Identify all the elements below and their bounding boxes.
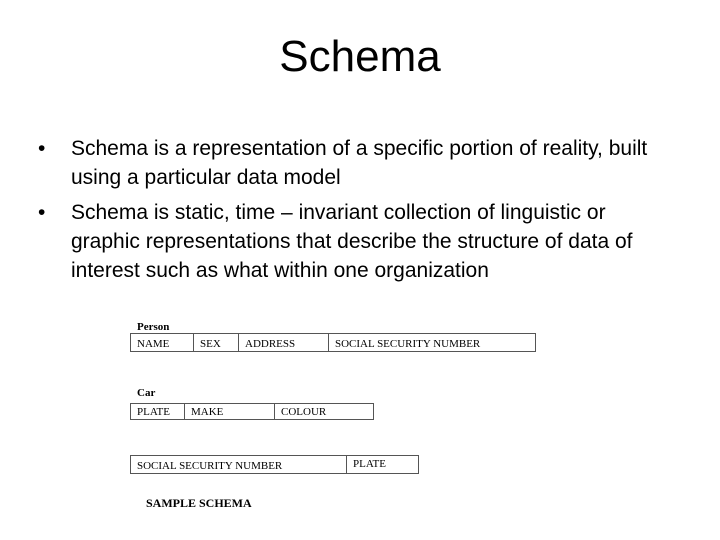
bullet-item [38, 198, 678, 285]
bullet-icon: • [38, 137, 46, 160]
car-field: COLOUR [281, 406, 327, 418]
slide-title: Schema [279, 32, 441, 81]
diagram-caption: SAMPLE SCHEMA [146, 496, 252, 510]
bullet-list [38, 134, 678, 291]
car-table-label: Car [137, 387, 156, 399]
bullet-item [38, 134, 678, 192]
owner-link-table [130, 455, 419, 474]
person-field: ADDRESS [239, 334, 329, 351]
link-field: SOCIAL SECURITY NUMBER [131, 456, 347, 473]
person-field: NAME [131, 334, 194, 351]
car-table [130, 403, 374, 420]
person-field: SOCIAL SECURITY NUMBER [335, 338, 481, 350]
link-field: PLATE [353, 458, 386, 470]
bullet-text: Schema is static, time – invariant collection of linguistic or graphic representations that describe the structure of data of interest such as what within one organization [71, 201, 633, 282]
person-field: SEX [194, 334, 239, 351]
bullet-icon: • [38, 201, 46, 224]
car-field: PLATE [131, 404, 185, 419]
person-table-label: Person [137, 321, 170, 333]
car-field: MAKE [185, 404, 275, 419]
bullet-text: Schema is a representation of a specific portion of reality, built using a particular data model [71, 137, 648, 189]
person-table [130, 333, 536, 352]
